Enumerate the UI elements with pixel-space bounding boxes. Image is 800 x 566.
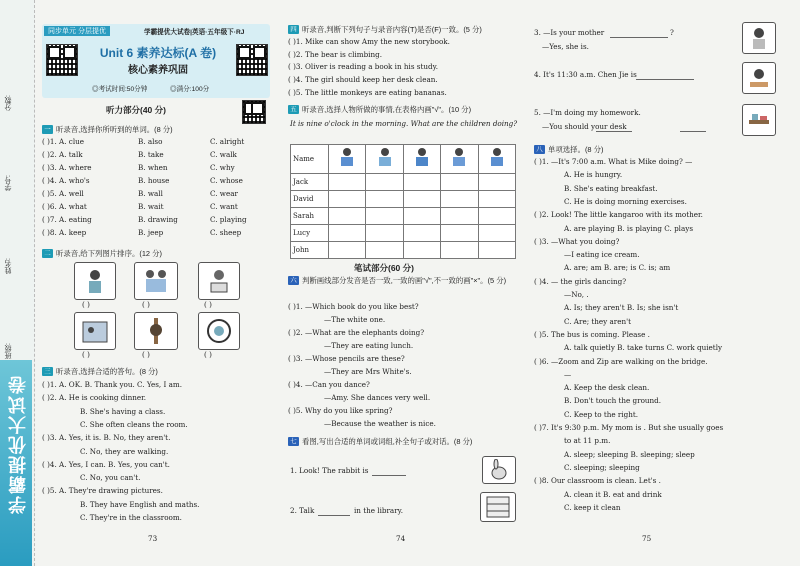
book-brand-text: 学霸提优大试卷 bbox=[8, 374, 28, 514]
table-row-name: Jack bbox=[291, 174, 329, 191]
order-paren-4[interactable]: ( ) bbox=[82, 350, 90, 359]
choice-line: ( )3. —What you doing? bbox=[534, 236, 620, 246]
book-brand-vertical bbox=[0, 360, 32, 566]
check-cell[interactable] bbox=[441, 191, 478, 208]
check-cell[interactable] bbox=[403, 242, 440, 259]
question-item: ( )2. A. talk bbox=[42, 150, 83, 159]
choice-line: C. Are; they aren't bbox=[564, 316, 631, 326]
answer-line: ( )3. A. Yes, it is. B. No, they aren't. bbox=[42, 433, 171, 443]
fill-question-5: 5. —I'm doing my homework. bbox=[534, 108, 641, 117]
section-title: 听录音,选择合适的答句。(8 分) bbox=[56, 367, 158, 376]
option-c: C. sheep bbox=[210, 228, 242, 237]
choice-line: to at 11 p.m. bbox=[564, 436, 611, 446]
answer-line: ( )5. A. They're drawing pictures. bbox=[42, 486, 163, 496]
option-b: B. jeep bbox=[138, 228, 164, 237]
check-cell[interactable] bbox=[329, 208, 366, 225]
sync-badge: 同步单元 分层提优 bbox=[44, 26, 110, 36]
choice-line: ( )4. — the girls dancing? bbox=[534, 276, 627, 286]
section-title: 判断画线部分发音是否一致,一致的画"√",不一致的画"×"。(5 分) bbox=[302, 276, 507, 285]
section-title: 听录音,判断下列句子与录音内容(T)是否(F)一致。(5 分) bbox=[302, 25, 482, 34]
check-cell[interactable] bbox=[403, 174, 440, 191]
brand-label: 学霸提优大试卷|英语·五年级下·RJ bbox=[144, 29, 245, 36]
choice-line: ( )8. Our classroom is clean. Let's . bbox=[534, 476, 661, 486]
question-item: ( )5. A. well bbox=[42, 189, 84, 198]
question-item: ( )6. A. what bbox=[42, 202, 87, 211]
check-cell[interactable] bbox=[366, 174, 403, 191]
picture-sign-icon bbox=[198, 312, 240, 350]
table-intro: It is nine o'clock in the morning. What are the children doing? bbox=[290, 119, 518, 128]
section-number: 六 bbox=[288, 276, 299, 285]
binding-strip bbox=[0, 0, 35, 566]
fill-question-3: 3. —Is your mother bbox=[534, 28, 605, 37]
check-cell[interactable] bbox=[478, 225, 515, 242]
choice-line: C. sleeping; sleeping bbox=[564, 462, 640, 472]
check-cell[interactable] bbox=[478, 208, 515, 225]
picture-girl-reading bbox=[74, 262, 116, 300]
picture-kid-drawing bbox=[198, 262, 240, 300]
qr-code-right bbox=[236, 44, 268, 76]
section-8-heading bbox=[534, 144, 603, 155]
written-part-title: 笔试部分(60 分) bbox=[354, 263, 414, 273]
check-cell[interactable] bbox=[366, 191, 403, 208]
listening-part-title: 听力部分(40 分) bbox=[106, 105, 166, 115]
check-cell[interactable] bbox=[441, 208, 478, 225]
section-3-heading bbox=[42, 366, 158, 377]
fill-question-5-answer: —You should your desk bbox=[542, 122, 627, 131]
exam-time: ◎考试时间:50分钟 bbox=[92, 86, 148, 93]
page-number-74: 74 bbox=[396, 534, 406, 543]
check-cell[interactable] bbox=[329, 242, 366, 259]
activity-table bbox=[290, 144, 516, 259]
unit-subtitle: 核心素养巩固 bbox=[128, 65, 188, 76]
dialogue-line: —The white one. bbox=[324, 315, 386, 324]
fill-question-3-answer: —Yes, she is. bbox=[542, 42, 589, 51]
option-b: B. when bbox=[138, 163, 168, 172]
field-student-number: 学号: bbox=[5, 175, 12, 191]
choice-line: ( )2. Look! The little kangaroo with its mother. bbox=[534, 210, 703, 220]
question-item: ( )3. A. where bbox=[42, 163, 92, 172]
answer-line: C. They're in the classroom. bbox=[80, 513, 182, 522]
field-class: 班级: bbox=[5, 343, 12, 359]
choice-line: ( )6. —Zoom and Zip are walking on the bridge. bbox=[534, 356, 708, 366]
page-75 bbox=[530, 0, 792, 566]
picture-mother-drinking bbox=[742, 22, 776, 54]
section-1-heading bbox=[42, 124, 173, 135]
question-item: ( )4. A. who's bbox=[42, 176, 90, 185]
answer-line: ( )1. A. OK. B. Thank you. C. Yes, I am. bbox=[42, 380, 182, 389]
page-number-75: 75 bbox=[642, 534, 652, 543]
answer-line: ( )4. A. Yes, I can. B. Yes, you can't. bbox=[42, 459, 170, 469]
option-b: B. wait bbox=[138, 202, 164, 211]
picture-bear-climbing bbox=[134, 312, 178, 350]
choice-line: A. He is hungry. bbox=[564, 170, 623, 180]
section-2-heading bbox=[42, 248, 162, 259]
dialogue-line: ( )5. Why do you like spring? bbox=[288, 406, 393, 415]
picture-people-in-room bbox=[74, 312, 116, 350]
choice-line: B. She's eating breakfast. bbox=[564, 183, 658, 193]
choice-line: A. Is; they aren't B. Is; she isn't bbox=[564, 303, 679, 313]
choice-line: — bbox=[564, 369, 572, 379]
order-paren-3[interactable]: ( ) bbox=[204, 300, 212, 309]
activity-picture bbox=[366, 145, 403, 174]
check-cell[interactable] bbox=[478, 191, 515, 208]
order-paren-2[interactable]: ( ) bbox=[142, 300, 150, 309]
order-paren-1[interactable]: ( ) bbox=[82, 300, 90, 309]
section-title: 单项选择。(8 分) bbox=[548, 145, 604, 154]
section-title: 听录音,选择你所听到的单词。(8 分) bbox=[56, 125, 173, 134]
activity-picture bbox=[478, 145, 515, 174]
fill-question-3-end: ? bbox=[670, 28, 674, 37]
section-number: 五 bbox=[288, 105, 299, 114]
section-number: 七 bbox=[288, 437, 299, 446]
qr-code-audio bbox=[242, 100, 266, 124]
fill-question-1: 1. Look! The rabbit is bbox=[290, 466, 369, 475]
answer-blank[interactable] bbox=[372, 475, 406, 476]
statement-line: ( )3. Oliver is reading a book in his study. bbox=[288, 62, 438, 72]
answer-blank[interactable] bbox=[680, 131, 706, 132]
answer-line: C. She often cleans the room. bbox=[80, 419, 188, 429]
answer-blank[interactable] bbox=[636, 79, 694, 80]
answer-line: C. No, they are walking. bbox=[80, 446, 169, 456]
answer-line: ( )2. A. He is cooking dinner. bbox=[42, 393, 147, 403]
option-c: C. walk bbox=[210, 150, 237, 159]
question-item: ( )1. A. clue bbox=[42, 137, 85, 146]
choice-line: A. sleep; sleeping B. sleeping; sleep bbox=[564, 449, 695, 459]
check-cell[interactable] bbox=[403, 208, 440, 225]
order-paren-5[interactable]: ( ) bbox=[142, 350, 150, 359]
check-cell[interactable] bbox=[329, 174, 366, 191]
option-c: C. want bbox=[210, 202, 238, 211]
activity-picture bbox=[441, 145, 478, 174]
dialogue-line: ( )3. —Whose pencils are these? bbox=[288, 354, 405, 363]
answer-line: B. She's having a class. bbox=[80, 406, 166, 416]
section-5-heading bbox=[288, 104, 471, 115]
choice-line: C. keep it clean bbox=[564, 502, 621, 512]
dialogue-line: —They are Mrs White's. bbox=[324, 367, 412, 376]
statement-line: ( )4. The girl should keep her desk clean. bbox=[288, 75, 438, 85]
section-number: 八 bbox=[534, 145, 545, 154]
table-row-name: John bbox=[291, 242, 329, 259]
dialogue-line: —They are eating lunch. bbox=[324, 341, 414, 350]
check-cell[interactable] bbox=[403, 225, 440, 242]
check-cell[interactable] bbox=[329, 191, 366, 208]
check-cell[interactable] bbox=[366, 208, 403, 225]
question-item: ( )7. A. eating bbox=[42, 215, 92, 224]
dialogue-line: ( )2. —What are the elephants doing? bbox=[288, 328, 425, 337]
check-cell[interactable] bbox=[478, 242, 515, 259]
unit-title: Unit 6 素养达标(A 卷) bbox=[99, 46, 217, 60]
section-title: 看图,写出合适的单词或词组,补全句子或对话。(8 分) bbox=[302, 437, 473, 446]
option-c: C. playing bbox=[210, 215, 247, 224]
dialogue-line: ( )4. —Can you dance? bbox=[288, 380, 370, 389]
option-b: B. house bbox=[138, 176, 170, 185]
page-74 bbox=[284, 0, 524, 566]
field-name: 姓名: bbox=[5, 258, 12, 274]
option-c: C. whose bbox=[210, 176, 243, 185]
dialogue-line: —Amy. She dances very well. bbox=[324, 393, 431, 402]
answer-blank[interactable] bbox=[610, 37, 668, 38]
choice-line: A. are playing B. is playing C. plays bbox=[564, 223, 694, 233]
table-row-name: Lucy bbox=[291, 225, 329, 242]
option-b: B. wall bbox=[138, 189, 163, 198]
choice-line: A. Keep the desk clean. bbox=[564, 383, 650, 393]
choice-line: —I eating ice cream. bbox=[564, 250, 640, 260]
dialogue-line: ( )1. —Which book do you like best? bbox=[288, 302, 419, 311]
section-6-heading bbox=[288, 276, 524, 285]
activity-picture bbox=[403, 145, 440, 174]
section-7-heading bbox=[288, 436, 472, 447]
picture-messy-desk bbox=[742, 104, 776, 136]
choice-line: ( )1. —It's 7:00 a.m. What is Mike doing? — bbox=[534, 157, 693, 166]
qr-code-left bbox=[46, 44, 78, 76]
check-cell[interactable] bbox=[366, 225, 403, 242]
answer-blank[interactable] bbox=[318, 515, 350, 516]
check-cell[interactable] bbox=[441, 225, 478, 242]
section-4-heading bbox=[288, 24, 482, 35]
section-number: 三 bbox=[42, 367, 53, 376]
option-c: C. why bbox=[210, 163, 235, 172]
section-number: 四 bbox=[288, 25, 299, 34]
statement-line: ( )2. The bear is climbing. bbox=[288, 49, 382, 59]
picture-chen-jie-eating bbox=[742, 62, 776, 94]
fill-question-4: 4. It's 11:30 a.m. Chen Jie is bbox=[534, 70, 637, 79]
section-title: 听录音,给下列图片排序。(12 分) bbox=[56, 249, 162, 258]
option-c: C. alright bbox=[210, 137, 245, 146]
option-b: B. drawing bbox=[138, 215, 178, 224]
section-number: 一 bbox=[42, 125, 53, 134]
check-cell[interactable] bbox=[478, 174, 515, 191]
page-number-73: 73 bbox=[148, 534, 158, 543]
choice-line: B. Don't touch the ground. bbox=[564, 396, 662, 406]
check-cell[interactable] bbox=[329, 225, 366, 242]
statement-line: ( )1. Mike can show Amy the new storybook. bbox=[288, 37, 450, 46]
question-item: ( )8. A. keep bbox=[42, 228, 87, 237]
choice-line: —No, . bbox=[564, 290, 589, 299]
choice-line: A. clean it B. eat and drink bbox=[564, 489, 662, 499]
section-title: 听录音,选择人物所做的事情,在表格内画"√"。(10 分) bbox=[302, 105, 472, 114]
page-73 bbox=[36, 0, 276, 566]
activity-picture bbox=[329, 145, 366, 174]
order-paren-6[interactable]: ( ) bbox=[204, 350, 212, 359]
check-cell[interactable] bbox=[403, 191, 440, 208]
check-cell[interactable] bbox=[441, 242, 478, 259]
fill-question-2-end: in the library. bbox=[354, 506, 404, 515]
picture-boys-talking bbox=[134, 262, 178, 300]
dialogue-line: —Because the weather is nice. bbox=[324, 419, 436, 428]
answer-line: B. They have English and maths. bbox=[80, 499, 200, 509]
table-header-name: Name bbox=[291, 145, 329, 174]
choice-line: ( )5. The bus is coming. Please . bbox=[534, 329, 650, 339]
choice-line: A. are; am B. are; is C. is; am bbox=[564, 263, 671, 273]
fill-question-2-start: 2. Talk bbox=[290, 506, 315, 515]
answer-line: C. No, you can't. bbox=[80, 473, 141, 483]
check-cell[interactable] bbox=[366, 242, 403, 259]
option-b: B. take bbox=[138, 150, 164, 159]
field-score: 分数: bbox=[5, 95, 12, 111]
picture-library bbox=[480, 492, 516, 522]
choice-line: ( )7. It's 9:30 p.m. My mom is . But she usually goes bbox=[534, 423, 724, 432]
full-score: ◎满分:100分 bbox=[170, 86, 210, 93]
check-cell[interactable] bbox=[441, 174, 478, 191]
table-row-name: David bbox=[291, 191, 329, 208]
choice-line: C. Keep to the right. bbox=[564, 409, 639, 419]
option-c: C. wear bbox=[210, 189, 238, 198]
choice-line: A. talk quietly B. take turns C. work quietly bbox=[564, 343, 723, 353]
choice-line: C. He is doing morning exercises. bbox=[564, 196, 687, 206]
table-row-name: Sarah bbox=[291, 208, 329, 225]
section-number: 二 bbox=[42, 249, 53, 258]
picture-rabbit bbox=[482, 456, 516, 484]
answer-blank[interactable] bbox=[596, 131, 632, 132]
statement-line: ( )5. The little monkeys are eating bananas. bbox=[288, 87, 447, 97]
option-b: B. also bbox=[138, 137, 163, 146]
